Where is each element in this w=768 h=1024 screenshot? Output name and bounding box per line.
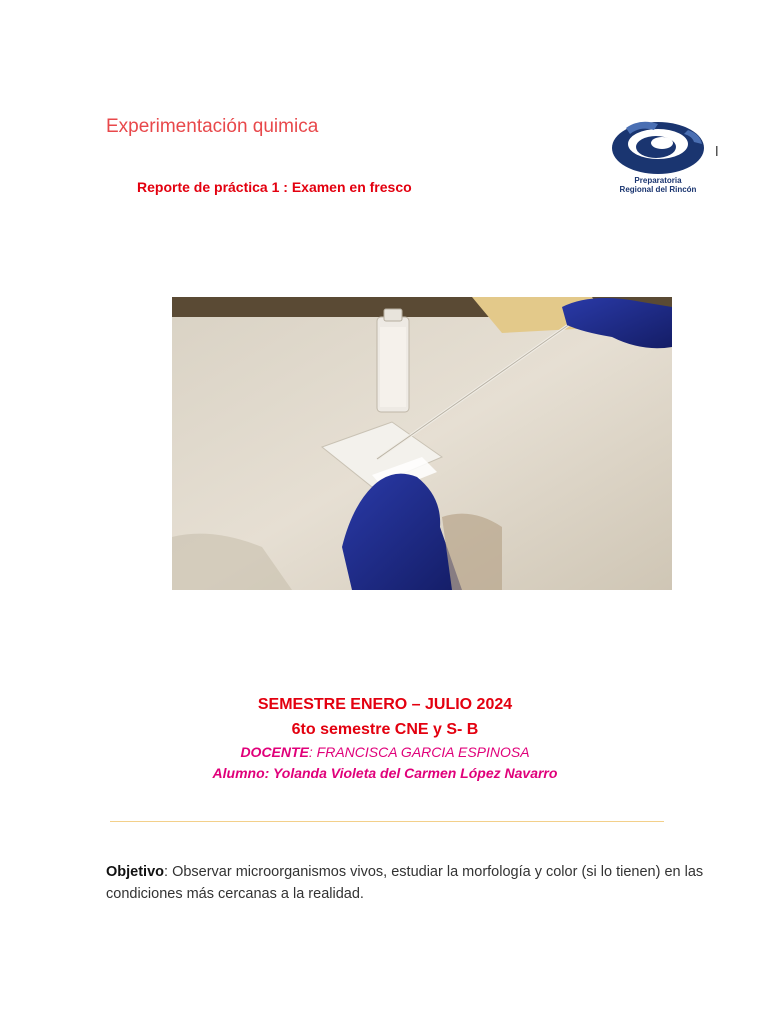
divider	[110, 821, 664, 822]
logo-emblem-icon	[596, 120, 724, 178]
objective-label: Objetivo	[106, 864, 165, 880]
school-logo	[596, 120, 724, 200]
lab-slide-photo	[172, 297, 672, 590]
semester-label: SEMESTRE ENERO – JULIO 2024	[257, 696, 513, 713]
logo-text-line1: Preparatoria	[634, 176, 682, 185]
document-title: Experimentación quimica	[106, 116, 319, 137]
teacher-label: DOCENTE	[240, 744, 309, 760]
course-label: 6to semestre CNE y S- B	[291, 721, 479, 738]
teacher-line	[100, 744, 670, 760]
objective-text: : Observar microorganismos vivos, estudiar la morfología y color (si lo tienen) en las condiciones más cercanas a la realidad.	[106, 864, 704, 902]
student-line: Alumno: Yolanda Violeta del Carmen López Navarro	[212, 765, 558, 781]
lab-photo	[172, 297, 672, 590]
report-subtitle: Reporte de práctica 1 : Examen en fresco	[137, 179, 412, 195]
teacher-name: : FRANCISCA GARCIA ESPINOSA	[308, 744, 530, 760]
objective-paragraph	[106, 861, 706, 905]
logo-text-line2: Regional del Rincón	[619, 185, 697, 194]
